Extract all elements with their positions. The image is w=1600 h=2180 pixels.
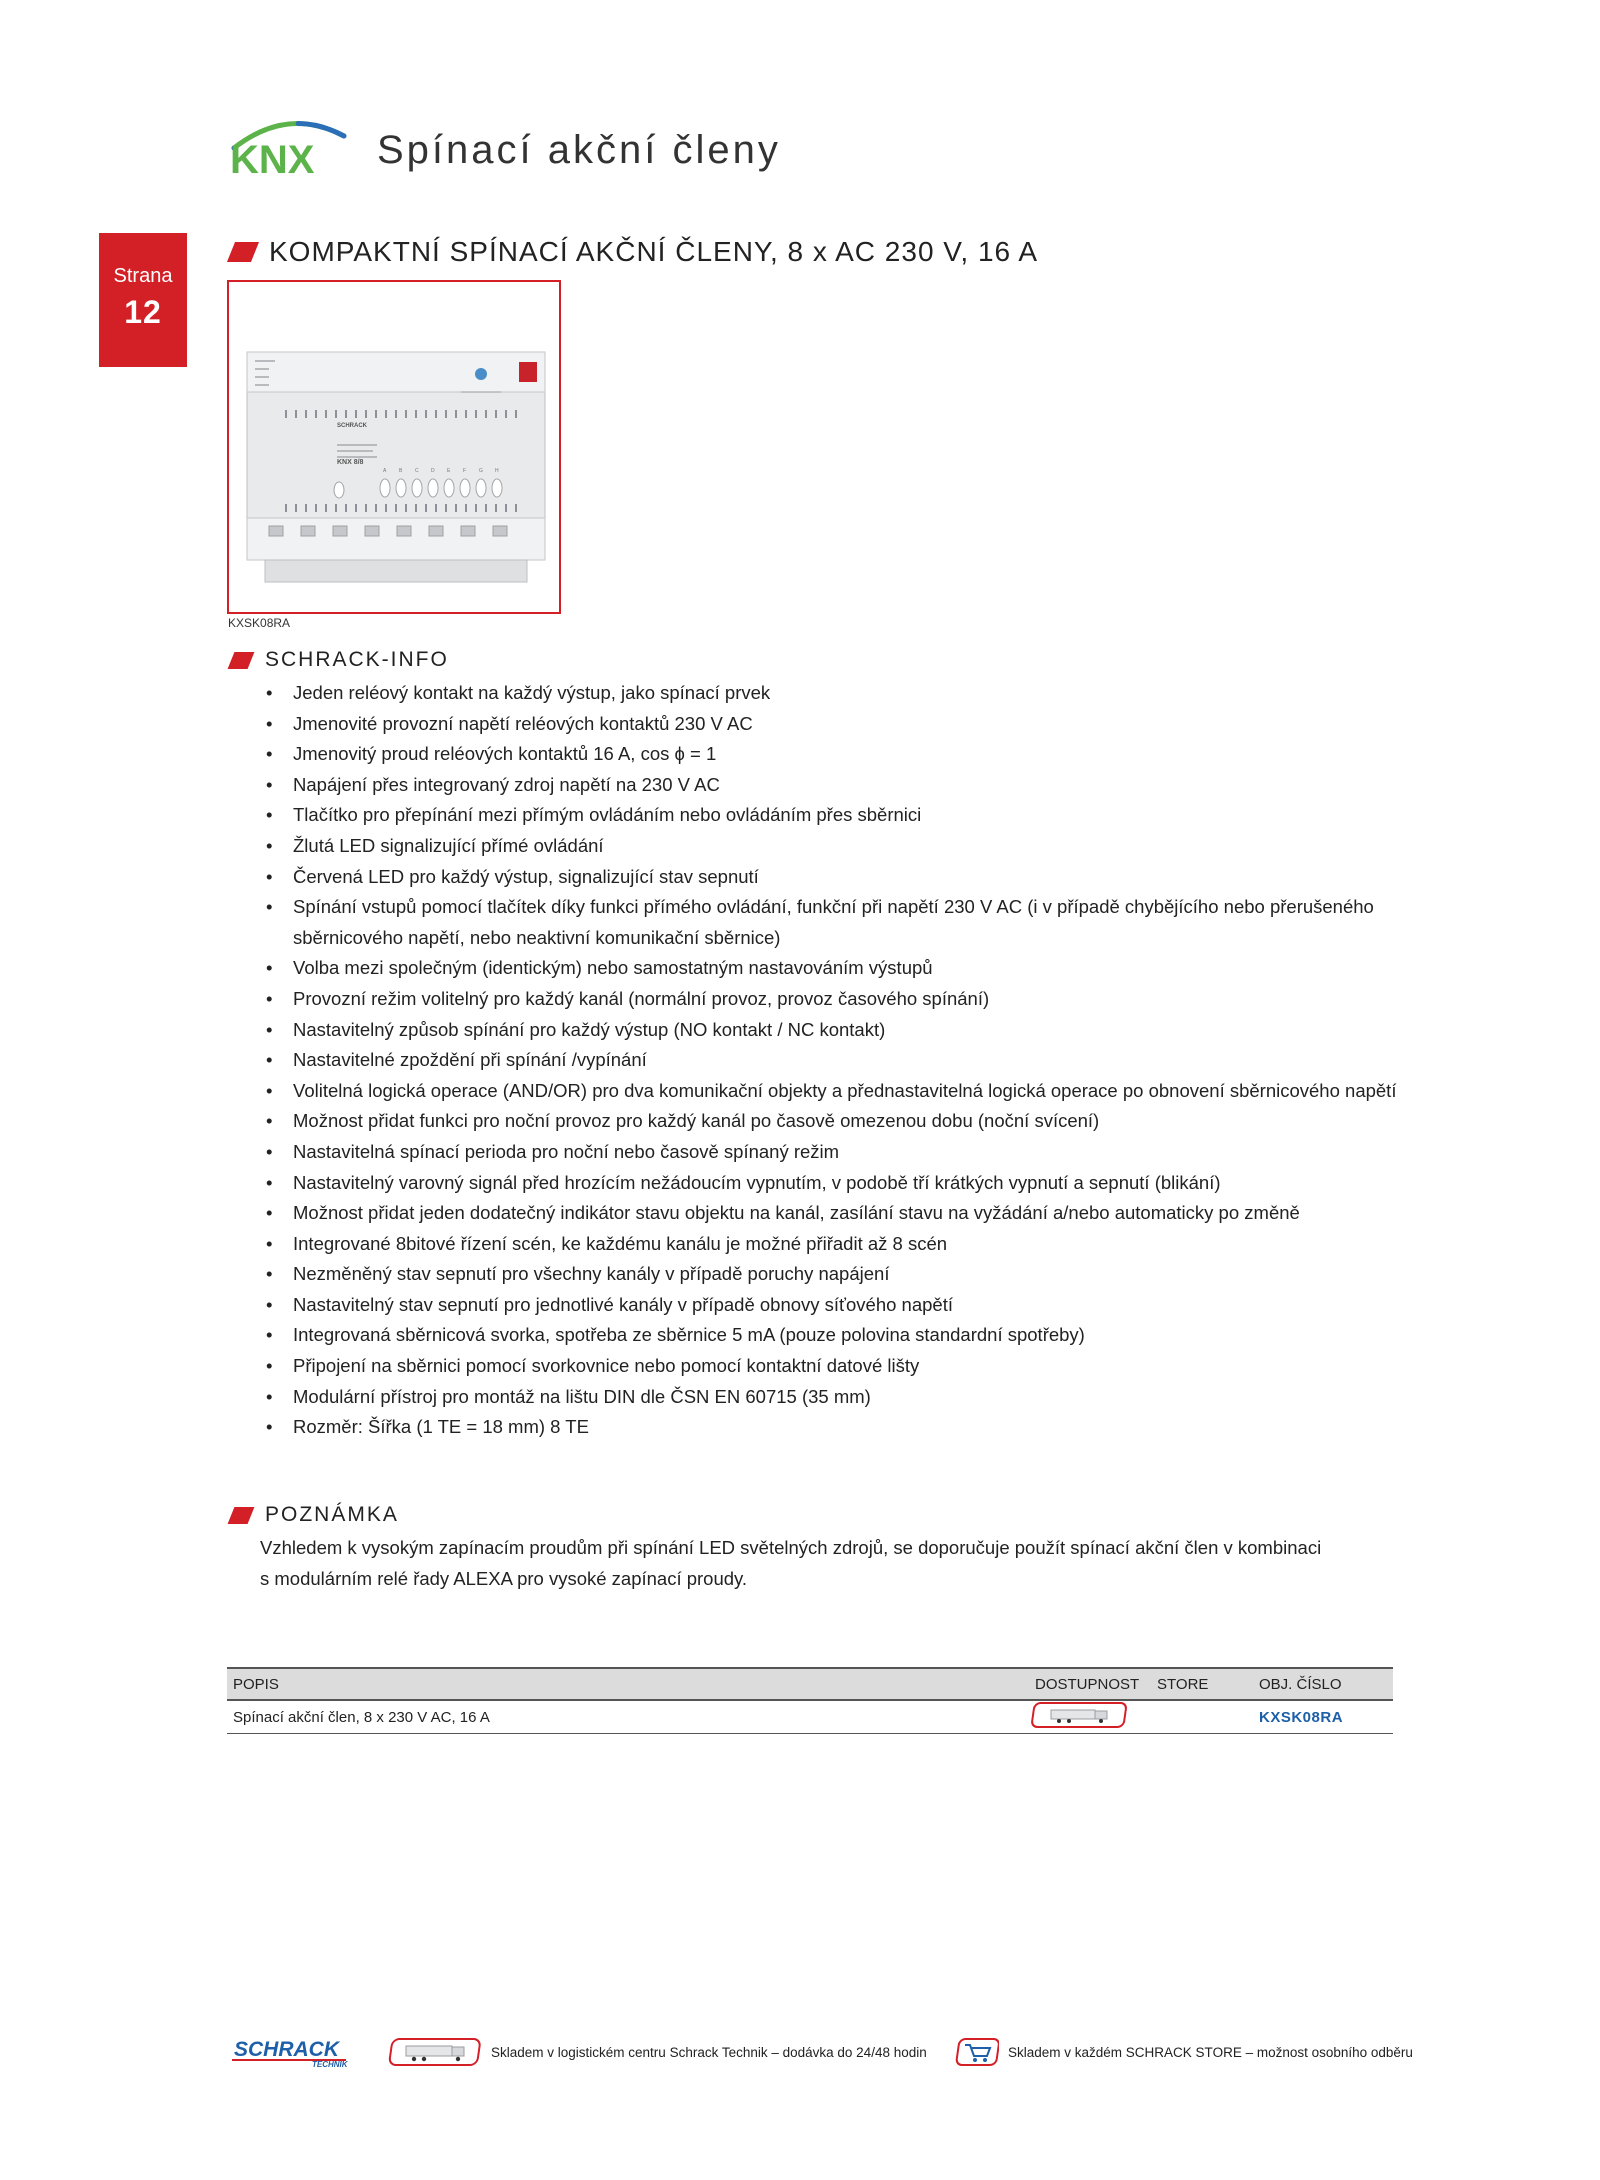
footer-store-text: Skladem v každém SCHRACK STORE – možnost osobního odběru	[1008, 2045, 1413, 2060]
list-item: • Tlačítko pro přepínání mezi přímým ovládáním nebo ovládáním přes sběrnici	[262, 800, 1407, 831]
cell-obj-cislo[interactable]: KXSK08RA	[1253, 1700, 1393, 1734]
list-item: • Volitelná logická operace (AND/OR) pro dva komunikační objekty a přednastavitelná logická operace po obnovení sběrnicového napětí	[262, 1076, 1407, 1107]
list-item: • Jmenovitý proud reléových kontaktů 16 A, cos ϕ = 1	[262, 739, 1407, 770]
page-tab-label: Strana	[113, 265, 173, 287]
list-item: • Integrovaná sběrnicová svorka, spotřeba ze sběrnice 5 mA (pouze polovina standardní spotřeby)	[262, 1320, 1407, 1351]
list-item: • Nastavitelný způsob spínání pro každý výstup (NO kontakt / NC kontakt)	[262, 1015, 1407, 1046]
din-relay-device-icon	[229, 282, 559, 612]
note-text	[260, 1532, 1390, 1594]
note-heading-text: POZNÁMKA	[265, 1503, 399, 1526]
list-item: • Nastavitelné zpoždění při spínání /vypínání	[262, 1045, 1407, 1076]
list-item: • Rozměr: Šířka (1 TE = 18 mm) 8 TE	[262, 1412, 1407, 1443]
note-line: s modulárním relé řady ALEXA pro vysoké zapínací proudy.	[260, 1568, 748, 1589]
col-header-dostupnost: DOSTUPNOST	[1029, 1668, 1151, 1700]
truck-icon	[1029, 1701, 1129, 1729]
knx-logo-text: KNX	[230, 138, 315, 180]
channel-label: H	[495, 468, 499, 474]
schrack-logo	[228, 2034, 354, 2072]
channel-label: F	[463, 468, 467, 474]
product-code: KXSK08RA	[228, 616, 291, 630]
list-item: • Spínání vstupů pomocí tlačítek díky funkci přímého ovládání, funkční při napětí 230 V AC (i v případě chybějícího nebo přerušeného sběrnicového napětí, nebo neaktivní komunikační sběrnice)	[262, 892, 1407, 953]
table-row	[227, 1700, 1393, 1734]
list-item: • Integrované 8bitové řízení scén, ke každému kanálu je možné přiřadit až 8 scén	[262, 1229, 1407, 1260]
list-item: • Červená LED pro každý výstup, signalizující stav sepnutí	[262, 862, 1407, 893]
channel-label: D	[431, 468, 435, 474]
list-item: • Nastavitelná spínací perioda pro noční nebo časově spínaný režim	[262, 1137, 1407, 1168]
device-brand: SCHRACK	[337, 423, 367, 429]
list-item: • Připojení na sběrnici pomocí svorkovnice nebo pomocí kontaktní datové lišty	[262, 1351, 1407, 1382]
heading-marker-icon	[228, 1507, 255, 1524]
cell-store	[1151, 1700, 1253, 1734]
list-item: • Nastavitelný varovný signál před hrozícím nežádoucím vypnutím, v podobě tří krátkých vypnutí a sepnutí (blikání)	[262, 1168, 1407, 1199]
info-heading-text: SCHRACK-INFO	[265, 648, 449, 671]
channel-label: E	[447, 468, 451, 474]
table-header-row	[227, 1668, 1393, 1700]
list-item: • Možnost přidat funkci pro noční provoz pro každý kanál po časově omezenou dobu (noční svícení)	[262, 1106, 1407, 1137]
list-item: • Provozní režim volitelný pro každý kanál (normální provoz, provoz časového spínání)	[262, 984, 1407, 1015]
page-title: Spínací akční členy	[377, 128, 781, 172]
heading-marker-icon	[228, 652, 255, 669]
list-item: • Jmenovité provozní napětí reléových kontaktů 230 V AC	[262, 709, 1407, 740]
shopping-cart-icon	[955, 2036, 999, 2068]
footer	[0, 2034, 1600, 2074]
list-item: • Nezměněný stav sepnutí pro všechny kanály v případě poruchy napájení	[262, 1259, 1407, 1290]
col-header-store: STORE	[1151, 1668, 1253, 1700]
col-header-obj-cislo: OBJ. ČÍSLO	[1253, 1668, 1393, 1700]
product-image	[227, 280, 561, 614]
channel-label: A	[383, 468, 387, 474]
info-list	[262, 678, 1407, 1443]
channel-label: B	[399, 468, 403, 474]
list-item: • Možnost přidat jeden dodatečný indikátor stavu objektu na kanál, zasílání stavu na vyžádání a/nebo automaticky po změně	[262, 1198, 1407, 1229]
page-tab	[99, 233, 187, 367]
info-heading	[231, 648, 449, 672]
cell-popis: Spínací akční člen, 8 x 230 V AC, 16 A	[227, 1700, 1029, 1734]
schrack-logo-subtext: TECHNIK	[312, 2060, 348, 2069]
col-header-popis: POPIS	[227, 1668, 1029, 1700]
cell-dostupnost	[1029, 1700, 1151, 1734]
page-number: 12	[124, 294, 162, 330]
list-item: • Jeden reléový kontakt na každý výstup, jako spínací prvek	[262, 678, 1407, 709]
list-item: • Žlutá LED signalizující přímé ovládání	[262, 831, 1407, 862]
channel-label: C	[415, 468, 419, 474]
device-label: KNX 8/8	[337, 459, 364, 466]
truck-icon	[384, 2036, 484, 2068]
section-heading-text: KOMPAKTNÍ SPÍNACÍ AKČNÍ ČLENY, 8 x AC 230 V, 16 A	[269, 236, 1039, 267]
list-item: • Napájení přes integrovaný zdroj napětí na 230 V AC	[262, 770, 1407, 801]
note-line: Vzhledem k vysokým zapínacím proudům při spínání LED světelných zdrojů, se doporučuje použít spínací akční člen v kombinaci	[260, 1537, 1322, 1558]
knx-logo	[226, 110, 352, 180]
section-heading	[231, 236, 1038, 268]
note-heading	[231, 1503, 399, 1527]
channel-label: G	[479, 468, 483, 474]
heading-marker-icon	[227, 242, 259, 262]
list-item: • Modulární přístroj pro montáž na lištu DIN dle ČSN EN 60715 (35 mm)	[262, 1382, 1407, 1413]
order-table	[227, 1667, 1393, 1734]
schrack-logo-text: SCHRACK	[234, 2038, 339, 2061]
list-item: • Nastavitelný stav sepnutí pro jednotlivé kanály v případě obnovy síťového napětí	[262, 1290, 1407, 1321]
footer-truck-text: Skladem v logistickém centru Schrack Technik – dodávka do 24/48 hodin	[491, 2045, 927, 2060]
list-item: • Volba mezi společným (identickým) nebo samostatným nastavováním výstupů	[262, 953, 1407, 984]
